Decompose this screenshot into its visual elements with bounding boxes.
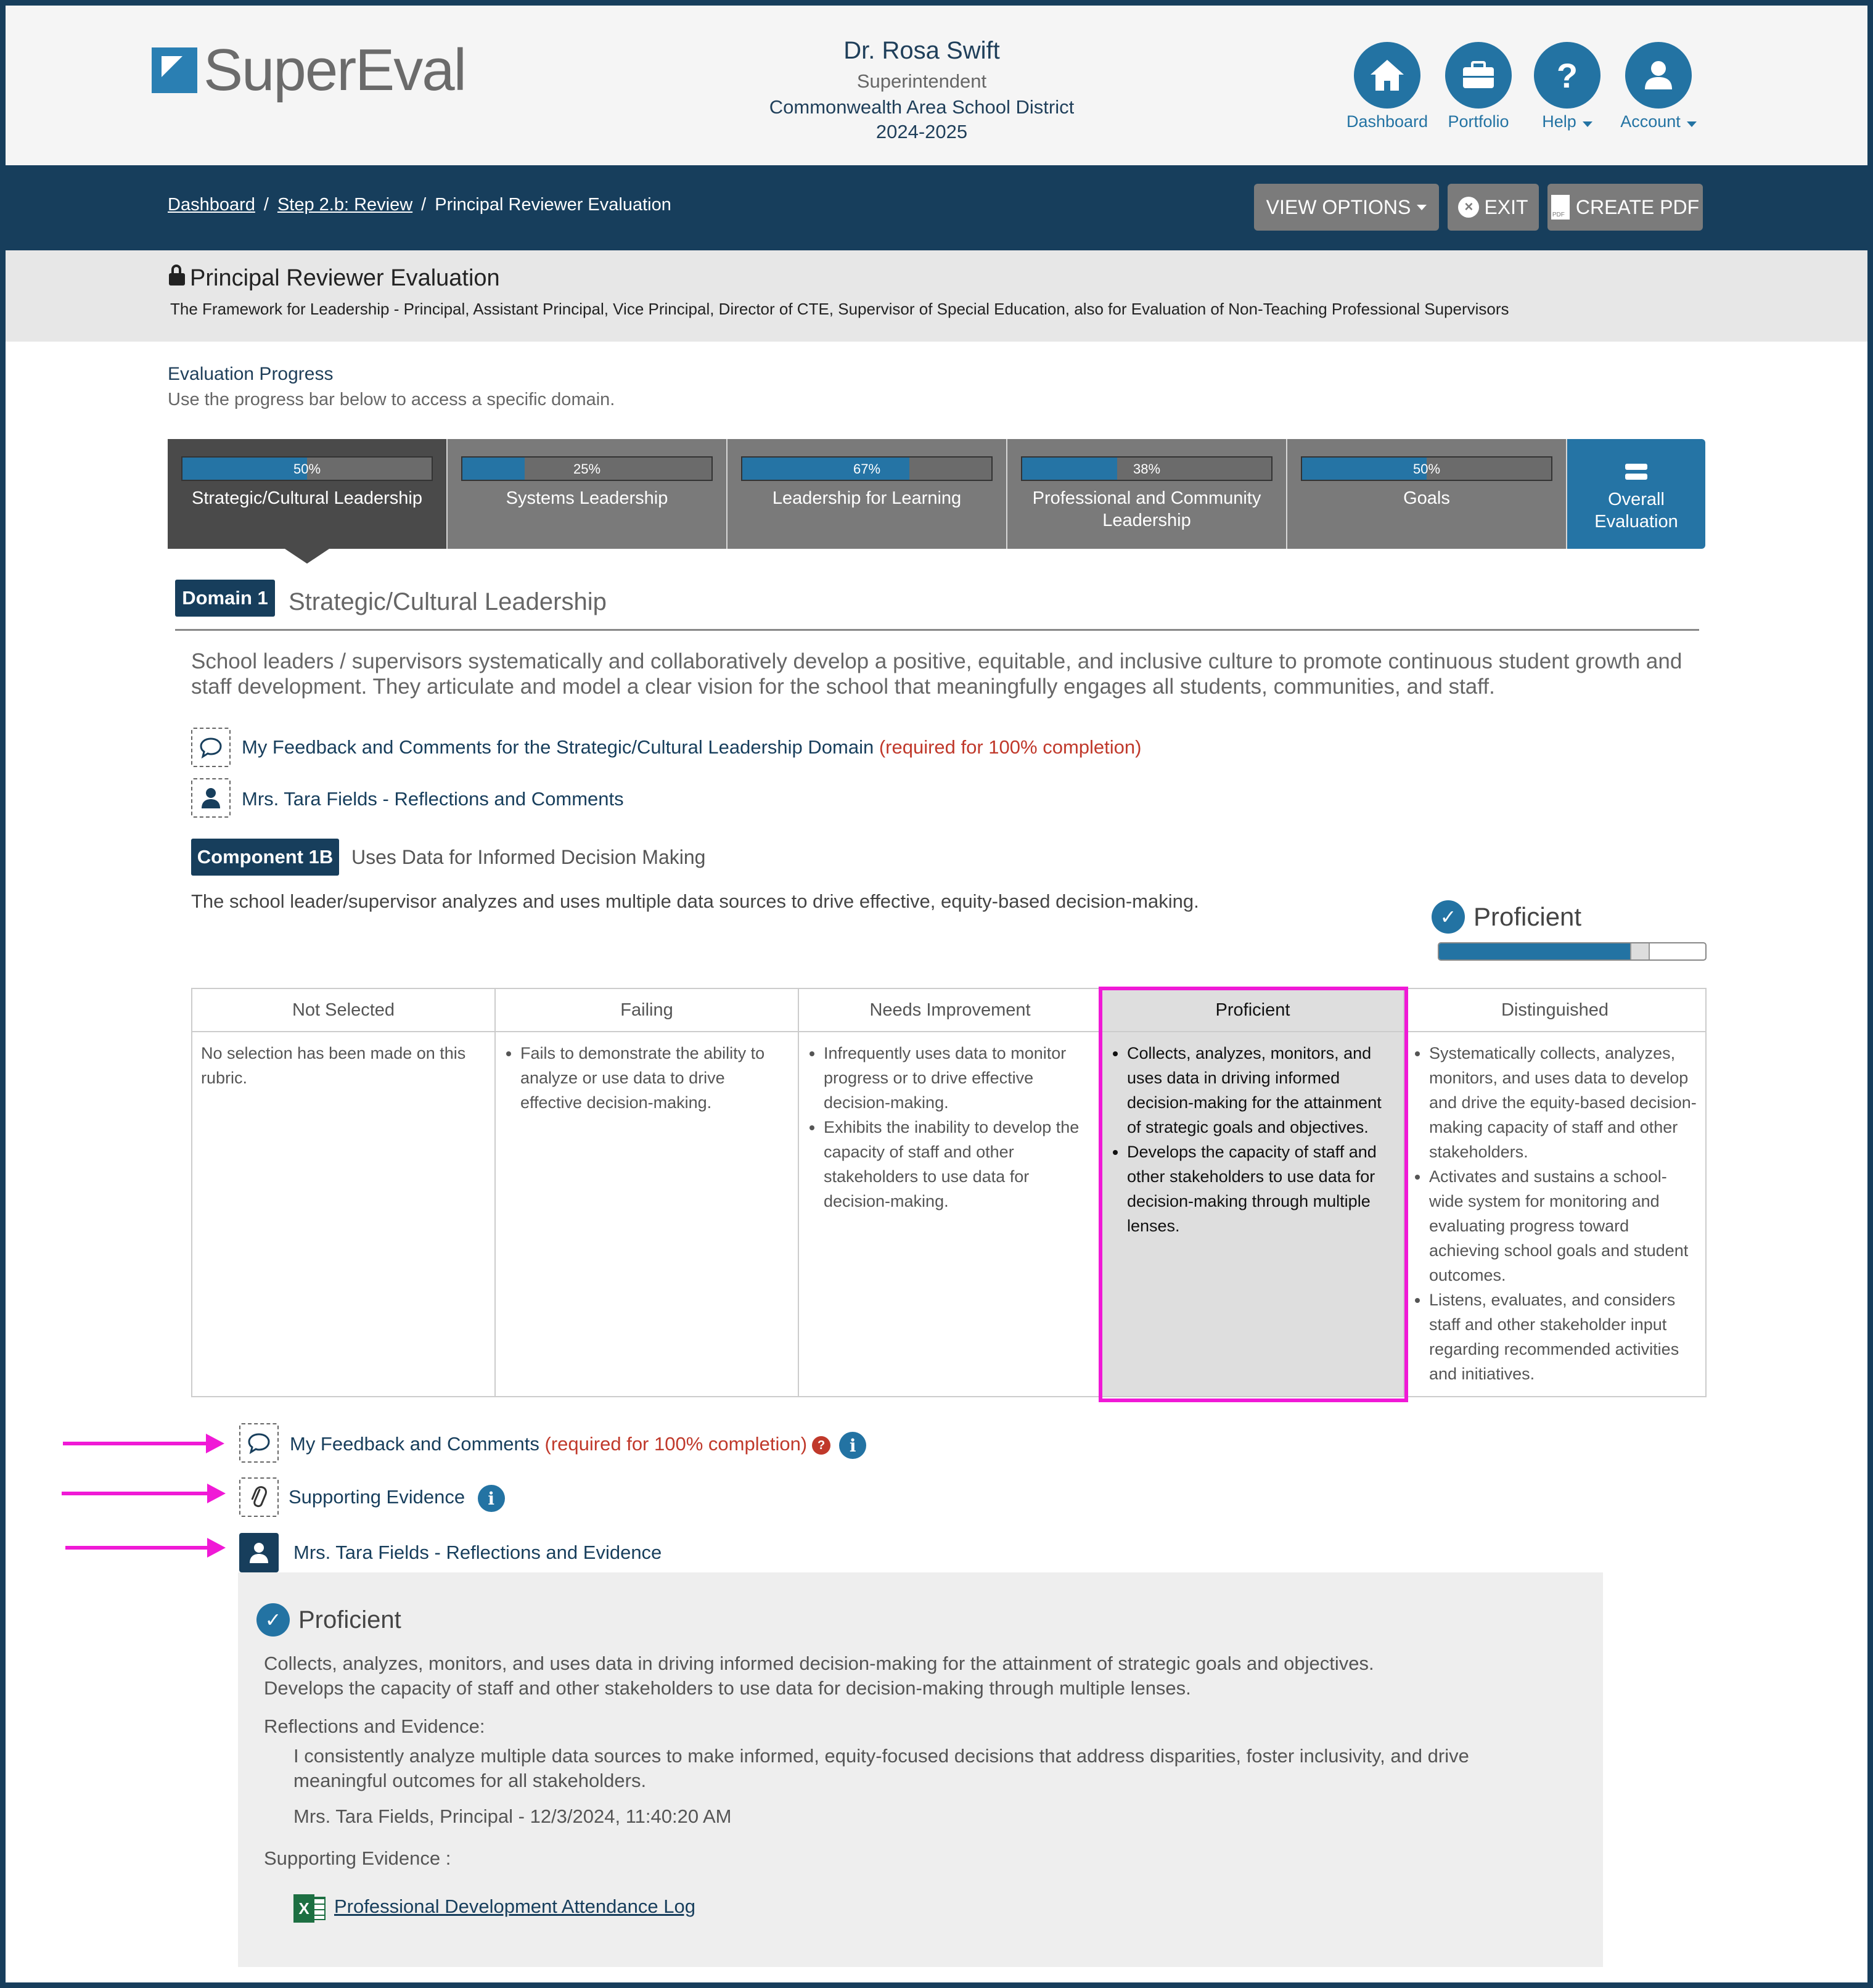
evaluation-progress-title: Evaluation Progress xyxy=(168,364,334,384)
user-role: Superintendent xyxy=(856,70,987,92)
annotation-arrow xyxy=(65,1546,222,1550)
breadcrumb-dashboard[interactable]: Dashboard xyxy=(168,195,255,215)
rubric-bullet: • Exhibits the inability to develop the capacity of staff and other stakeholders to use data for decision-making. xyxy=(824,1115,1092,1214)
framework-subtitle: The Framework for Leadership - Principal, Assistant Principal, Vice Principal, Director of CTE, Supervisor of Special Education, also for Evaluation of Non-Teaching Professional Supervisors xyxy=(170,300,1509,318)
info-icon[interactable]: i xyxy=(839,1432,866,1459)
domain-reflections-link[interactable]: Mrs. Tara Fields - Reflections and Comments xyxy=(242,788,624,810)
close-icon: × xyxy=(1458,197,1479,218)
domain-title: Strategic/Cultural Leadership xyxy=(289,588,607,615)
evaluation-title-band xyxy=(0,250,1873,342)
evidence-item xyxy=(293,1892,1564,1924)
rubric-table xyxy=(191,988,1707,1397)
rating-slider[interactable] xyxy=(1438,942,1707,961)
progress-tabs xyxy=(168,439,1705,549)
nav-help-label: Help xyxy=(1524,112,1610,131)
supporting-evidence-link[interactable]: Supporting Evidence i xyxy=(289,1485,505,1512)
breadcrumb-separator: / xyxy=(263,195,269,215)
nav-portfolio[interactable] xyxy=(1435,42,1522,131)
person-icon[interactable] xyxy=(239,1533,279,1572)
progress-bar xyxy=(741,456,993,481)
progress-percent: 50% xyxy=(1412,461,1441,477)
progress-bar xyxy=(1301,456,1552,481)
progress-percent: 25% xyxy=(573,461,601,477)
create-pdf-label: CREATE PDF xyxy=(1575,195,1700,218)
rubric-bullet: • Collects, analyzes, monitors, and uses data in driving informed decision-making for the attainment of strategic goals and objectives. xyxy=(1127,1041,1395,1140)
reflection-author: Mrs. Tara Fields, Principal - 12/3/2024, 11:40:20 AM xyxy=(293,1805,732,1827)
user-icon xyxy=(1625,42,1692,109)
rubric-column-not-selected[interactable] xyxy=(192,989,496,1396)
reflections-evidence-link[interactable]: Mrs. Tara Fields - Reflections and Evidence xyxy=(293,1542,662,1563)
progress-percent: 38% xyxy=(1133,461,1161,477)
progress-percent: 50% xyxy=(293,461,321,477)
info-icon[interactable]: i xyxy=(478,1485,505,1512)
required-note: (required for 100% completion) xyxy=(544,1433,808,1455)
supereval-logo[interactable] xyxy=(152,37,465,103)
component-description: The school leader/supervisor analyzes and uses multiple data sources to drive effective, equity-based decision-making. xyxy=(191,890,1199,912)
unlock-icon xyxy=(169,273,185,285)
domain-feedback-link[interactable]: My Feedback and Comments for the Strategic/Cultural Leadership Domain (required for 100% completion) xyxy=(242,736,1142,758)
rubric-bullet: • Systematically collects, analyzes, monitors, and uses data to develop and drive the equity-based decision-making capacity of staff and other stakeholders. xyxy=(1429,1041,1697,1164)
chevron-down-icon xyxy=(1417,205,1427,210)
domain-description: School leaders / supervisors systematically and collaboratively develop a positive, equitable, and inclusive culture to promote continuous student growth and staff development. They articulate and model a clear vision for the school that meaningfully engages all students, communities, and staff. xyxy=(191,649,1682,699)
tab-label: Leadership for Learning xyxy=(772,488,962,508)
tab-professional-community-leadership[interactable] xyxy=(1007,439,1287,549)
required-note: (required for 100% completion) xyxy=(879,736,1142,758)
rating-slider-handle[interactable] xyxy=(1630,943,1650,959)
rubric-column-needs-improvement[interactable] xyxy=(799,989,1102,1396)
nav-help[interactable] xyxy=(1524,42,1610,131)
panel-description-1: Collects, analyzes, monitors, and uses data in driving informed decision-making for the attainment of strategic goals and objectives. xyxy=(264,1653,1374,1674)
progress-bar xyxy=(181,456,433,481)
tab-label: Goals xyxy=(1403,488,1450,508)
reflections-text: I consistently analyze multiple data sources to make informed, equity-focused decisions that address disparities, foster inclusivity, and drive meaningful outcomes for all stakeholders. xyxy=(293,1745,1469,1791)
panel-rating-label: Proficient xyxy=(298,1606,401,1633)
component-feedback-link[interactable]: My Feedback and Comments (required for 100% completion) ? i xyxy=(290,1432,866,1459)
breadcrumb-step-review[interactable]: Step 2.b: Review xyxy=(277,195,413,215)
rubric-bullet: • Develops the capacity of staff and other stakeholders to use data for decision-making through multiple lenses. xyxy=(1127,1140,1395,1238)
tab-label: Systems Leadership xyxy=(506,488,668,508)
evidence-heading: Supporting Evidence : xyxy=(264,1847,451,1869)
user-info xyxy=(678,33,1165,144)
tab-label: Overall Evaluation xyxy=(1594,490,1678,532)
tab-label: Strategic/Cultural Leadership xyxy=(192,488,422,508)
annotation-arrow xyxy=(63,1442,221,1445)
breadcrumb-current: Principal Reviewer Evaluation xyxy=(435,195,671,215)
component-rating xyxy=(1432,900,1581,934)
top-nav xyxy=(1344,42,1702,141)
selected-rubric-highlight xyxy=(1099,987,1408,1402)
panel-description-2: Develops the capacity of staff and other stakeholders to use data for decision-making through multiple lenses. xyxy=(264,1677,1191,1699)
panel-rating xyxy=(256,1603,401,1637)
nav-account-label: Account xyxy=(1615,112,1702,131)
checkmark-icon: ✓ xyxy=(256,1603,290,1637)
exit-label: EXIT xyxy=(1484,195,1528,218)
logo-mark-icon xyxy=(152,47,197,93)
excel-icon: X xyxy=(293,1892,327,1924)
rubric-cell: No selection has been made on this rubric. xyxy=(201,1044,466,1087)
rubric-header: Not Selected xyxy=(192,989,494,1032)
briefcase-icon xyxy=(1445,42,1512,109)
top-header xyxy=(0,0,1873,165)
person-icon[interactable] xyxy=(191,778,231,818)
comment-icon[interactable] xyxy=(191,728,231,767)
rubric-bullet: • Activates and sustains a school-wide system for monitoring and evaluating progress toward achieving school goals and student outcomes. xyxy=(1429,1164,1697,1288)
rubric-header: Proficient xyxy=(1102,989,1403,1032)
reflections-panel xyxy=(238,1572,1603,1967)
tab-systems-leadership[interactable] xyxy=(448,439,727,549)
nav-dashboard-label: Dashboard xyxy=(1346,112,1428,131)
school-year: 2024-2025 xyxy=(875,121,968,142)
nav-account[interactable] xyxy=(1615,42,1702,131)
tab-label: Professional and Community Leadership xyxy=(1032,488,1261,530)
rubric-cell xyxy=(799,1032,1101,1214)
component-title: Uses Data for Informed Decision Making xyxy=(351,846,706,868)
comment-icon[interactable] xyxy=(239,1423,279,1463)
rubric-bullet: • Listens, evaluates, and considers staff and other stakeholder input regarding recommended activities and initiatives. xyxy=(1429,1288,1697,1386)
logo-text: SuperEval xyxy=(203,37,465,103)
progress-percent: 67% xyxy=(853,461,881,477)
nav-portfolio-label: Portfolio xyxy=(1448,112,1509,131)
component-badge: Component 1B xyxy=(191,839,339,876)
chevron-down-icon xyxy=(1583,121,1592,127)
rubric-header: Needs Improvement xyxy=(799,989,1101,1032)
breadcrumb-separator: / xyxy=(421,195,427,215)
rubric-header: Distinguished xyxy=(1404,989,1705,1032)
progress-bar xyxy=(461,456,713,481)
rubric-column-failing[interactable] xyxy=(496,989,799,1396)
view-options-label: VIEW OPTIONS xyxy=(1266,195,1411,218)
pdf-icon xyxy=(1551,195,1570,220)
divider xyxy=(175,629,1699,631)
rubric-column-distinguished[interactable] xyxy=(1404,989,1705,1396)
rubric-bullet: • Infrequently uses data to monitor progress or to drive effective decision-making. xyxy=(824,1041,1092,1115)
tab-strategic-cultural-leadership[interactable] xyxy=(168,439,448,549)
rating-fill xyxy=(1439,943,1639,959)
tab-goals[interactable] xyxy=(1287,439,1567,549)
reflections-heading: Reflections and Evidence: xyxy=(264,1715,485,1737)
rating-label: Proficient xyxy=(1473,902,1582,931)
breadcrumb xyxy=(168,195,671,215)
user-name: Dr. Rosa Swift xyxy=(843,37,1000,64)
rubric-header: Failing xyxy=(496,989,798,1032)
domain-badge: Domain 1 xyxy=(175,580,275,617)
district-name: Commonwealth Area School District xyxy=(769,96,1075,118)
rubric-bullet: • Fails to demonstrate the ability to analyze or use data to drive effective decision-making. xyxy=(520,1041,789,1115)
evidence-file-link[interactable]: Professional Development Attendance Log xyxy=(334,1896,695,1918)
breadcrumb-bar xyxy=(0,165,1873,250)
chevron-down-icon xyxy=(1687,121,1697,127)
nav-dashboard[interactable] xyxy=(1344,42,1430,131)
paperclip-icon[interactable] xyxy=(239,1477,279,1517)
evaluation-progress-subtitle: Use the progress bar below to access a specific domain. xyxy=(168,390,615,409)
tab-leadership-for-learning[interactable] xyxy=(727,439,1007,549)
rubric-cell xyxy=(496,1032,798,1115)
create-pdf-button[interactable] xyxy=(1547,184,1703,231)
home-icon xyxy=(1354,42,1420,109)
annotation-arrow xyxy=(62,1492,222,1495)
checkmark-icon: ✓ xyxy=(1432,900,1465,934)
tab-overall-evaluation[interactable] xyxy=(1567,439,1705,549)
rubric-cell xyxy=(1404,1032,1705,1386)
exit-button[interactable] xyxy=(1448,184,1539,231)
view-options-button[interactable] xyxy=(1254,184,1439,231)
page-title: Principal Reviewer Evaluation xyxy=(169,265,500,292)
question-icon: ? xyxy=(1534,42,1600,109)
stack-icon xyxy=(1625,464,1647,482)
progress-bar xyxy=(1021,456,1273,481)
help-question-icon[interactable]: ? xyxy=(812,1436,830,1455)
